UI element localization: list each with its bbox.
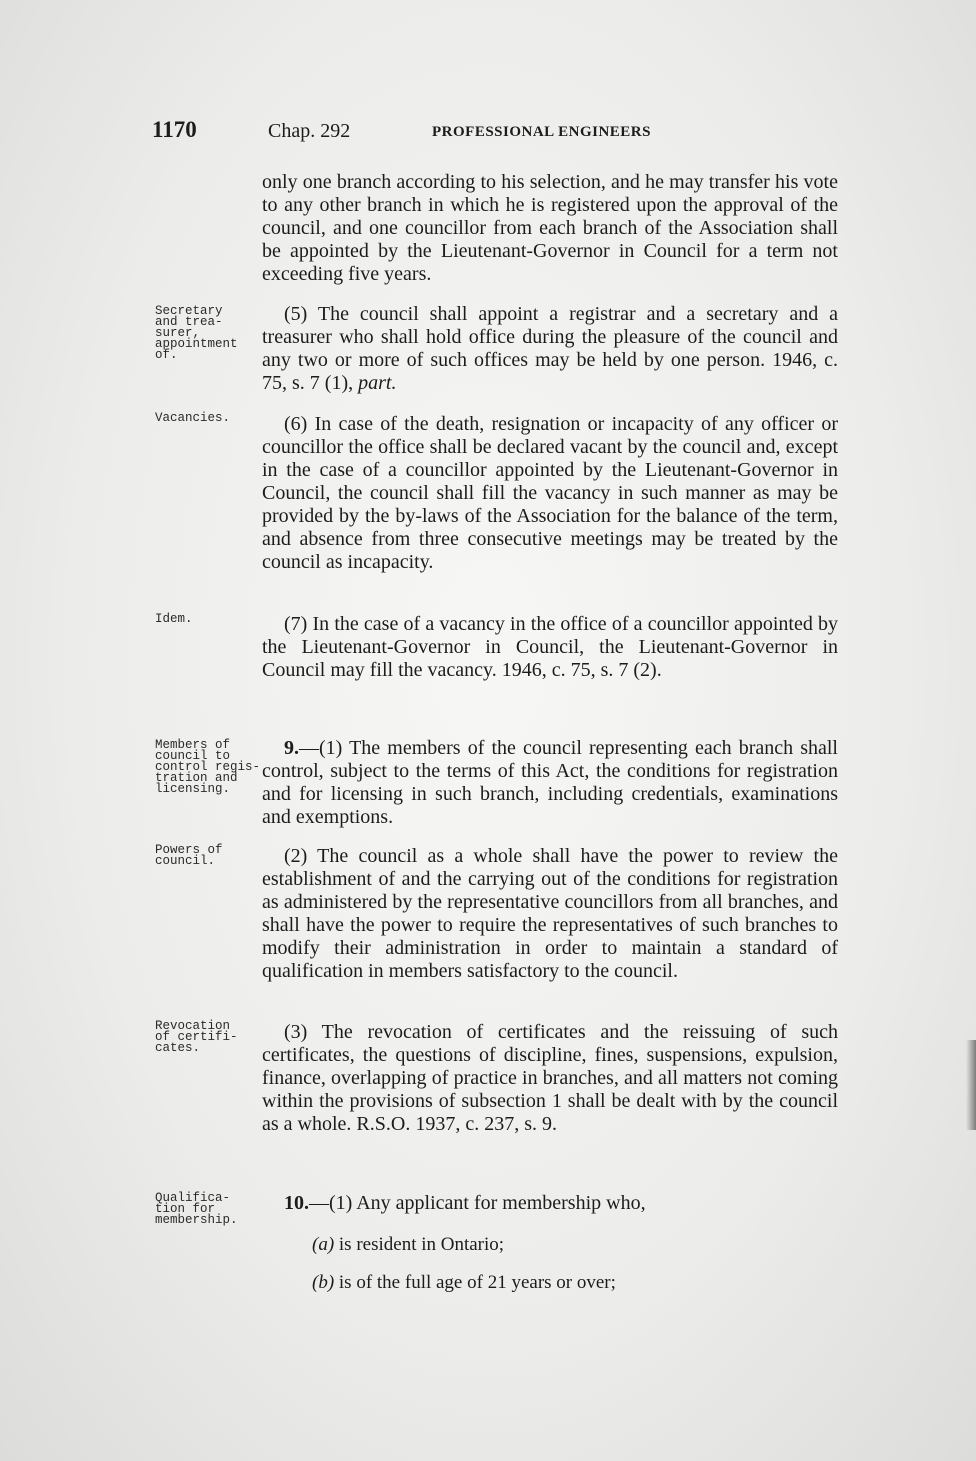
section-text: (7) In the case of a vacancy in the office of a councillor appointed by the Lieutenant-Governor in Council, the Lieutenant-Governor in Council may fill the vacancy. 1946, c. 75, s. 7 (2). <box>262 613 838 681</box>
section-paragraph-7 <box>262 613 838 682</box>
page-number: 1170 <box>152 117 197 142</box>
clause-text: is resident in Ontario; <box>334 1234 505 1255</box>
clause-b <box>312 1272 616 1294</box>
section-paragraph-9-1 <box>262 737 838 829</box>
section-number: 9. <box>284 737 299 759</box>
section-text: —(1) Any applicant for membership who, <box>309 1192 646 1214</box>
section-text: (6) In case of the death, resignation or incapacity of any officer or councillor the office shall be declared vacant by the council and, except in the case of a councillor appointed by the Lieutenant-Governor in Council, the council shall fill the vacancy in such manner as may be provided by the by-laws of the Association for the balance of the term, and absence from three consecutive meetings may be treated by the council as incapacity. <box>262 413 838 573</box>
section-paragraph-9-3 <box>262 1021 838 1136</box>
section-text: (5) The council shall appoint a registrar and a secretary and a treasurer who shall hold office during the pleasure of the council and any two or more of such offices may be held by one person. 1946, c. 75, s. 7 (1), <box>262 303 838 394</box>
clause-label: (b) <box>312 1272 335 1293</box>
section-paragraph-10-1 <box>262 1192 838 1215</box>
section-text: (3) The revocation of certificates and the reissuing of such certificates, the questions of discipline, fines, suspensions, expulsion, finance, overlapping of practice in branches, and all matters not coming within the provisions of subsection 1 shall be dealt with by the council as a whole. R.S.O. 1937, c. 237, s. 9. <box>262 1021 838 1135</box>
margin-note-powers-of-council: Powers of council. <box>155 843 223 868</box>
clause-label: (a) <box>312 1234 335 1255</box>
clause-a <box>312 1234 504 1256</box>
running-title: PROFESSIONAL ENGINEERS <box>432 124 651 140</box>
margin-note-qualification: Qualifica- tion for membership. <box>155 1191 238 1227</box>
section-paragraph-9-2 <box>262 845 838 983</box>
section-text: (2) The council as a whole shall have the power to review the establishment of and the carrying out of the conditions for registration as administered by the representative councillors from all branches, and shall have the power to require the representatives of such branches to modify their administration in order to maintain a standard of qualification in members satisfactory to the council. <box>262 845 838 982</box>
margin-note-revocation: Revocation of certifi- cates. <box>155 1019 238 1055</box>
margin-note-vacancies: Vacancies. <box>155 411 231 425</box>
chapter-label: Chap. 292 <box>268 120 351 142</box>
section-number: 10. <box>284 1192 309 1214</box>
section-text: —(1) The members of the council representing each branch shall control, subject to the terms of this Act, the conditions for registration and for licensing in such branch, including credentials, examinations and exemptions. <box>262 737 838 828</box>
binding-shadow <box>966 1040 976 1130</box>
section-paragraph-5 <box>262 303 838 395</box>
section-paragraph-6 <box>262 413 838 574</box>
margin-note-secretary: Secretary and trea- surer, appointment of. <box>155 304 238 362</box>
section-text-italic: part. <box>358 372 397 394</box>
margin-note-idem: Idem. <box>155 612 193 626</box>
continuation-paragraph: only one branch according to his selection, and he may transfer his vote to any other branch in which he is registered upon the approval of the council, and one councillor from each branch of the Association shall be appointed by the Lieutenant-Governor in Council for a term not exceeding five years. <box>262 171 838 285</box>
margin-note-members-of-council: Members of council to control regis- tration and licensing. <box>155 738 261 796</box>
clause-text: is of the full age of 21 years or over; <box>334 1272 616 1293</box>
